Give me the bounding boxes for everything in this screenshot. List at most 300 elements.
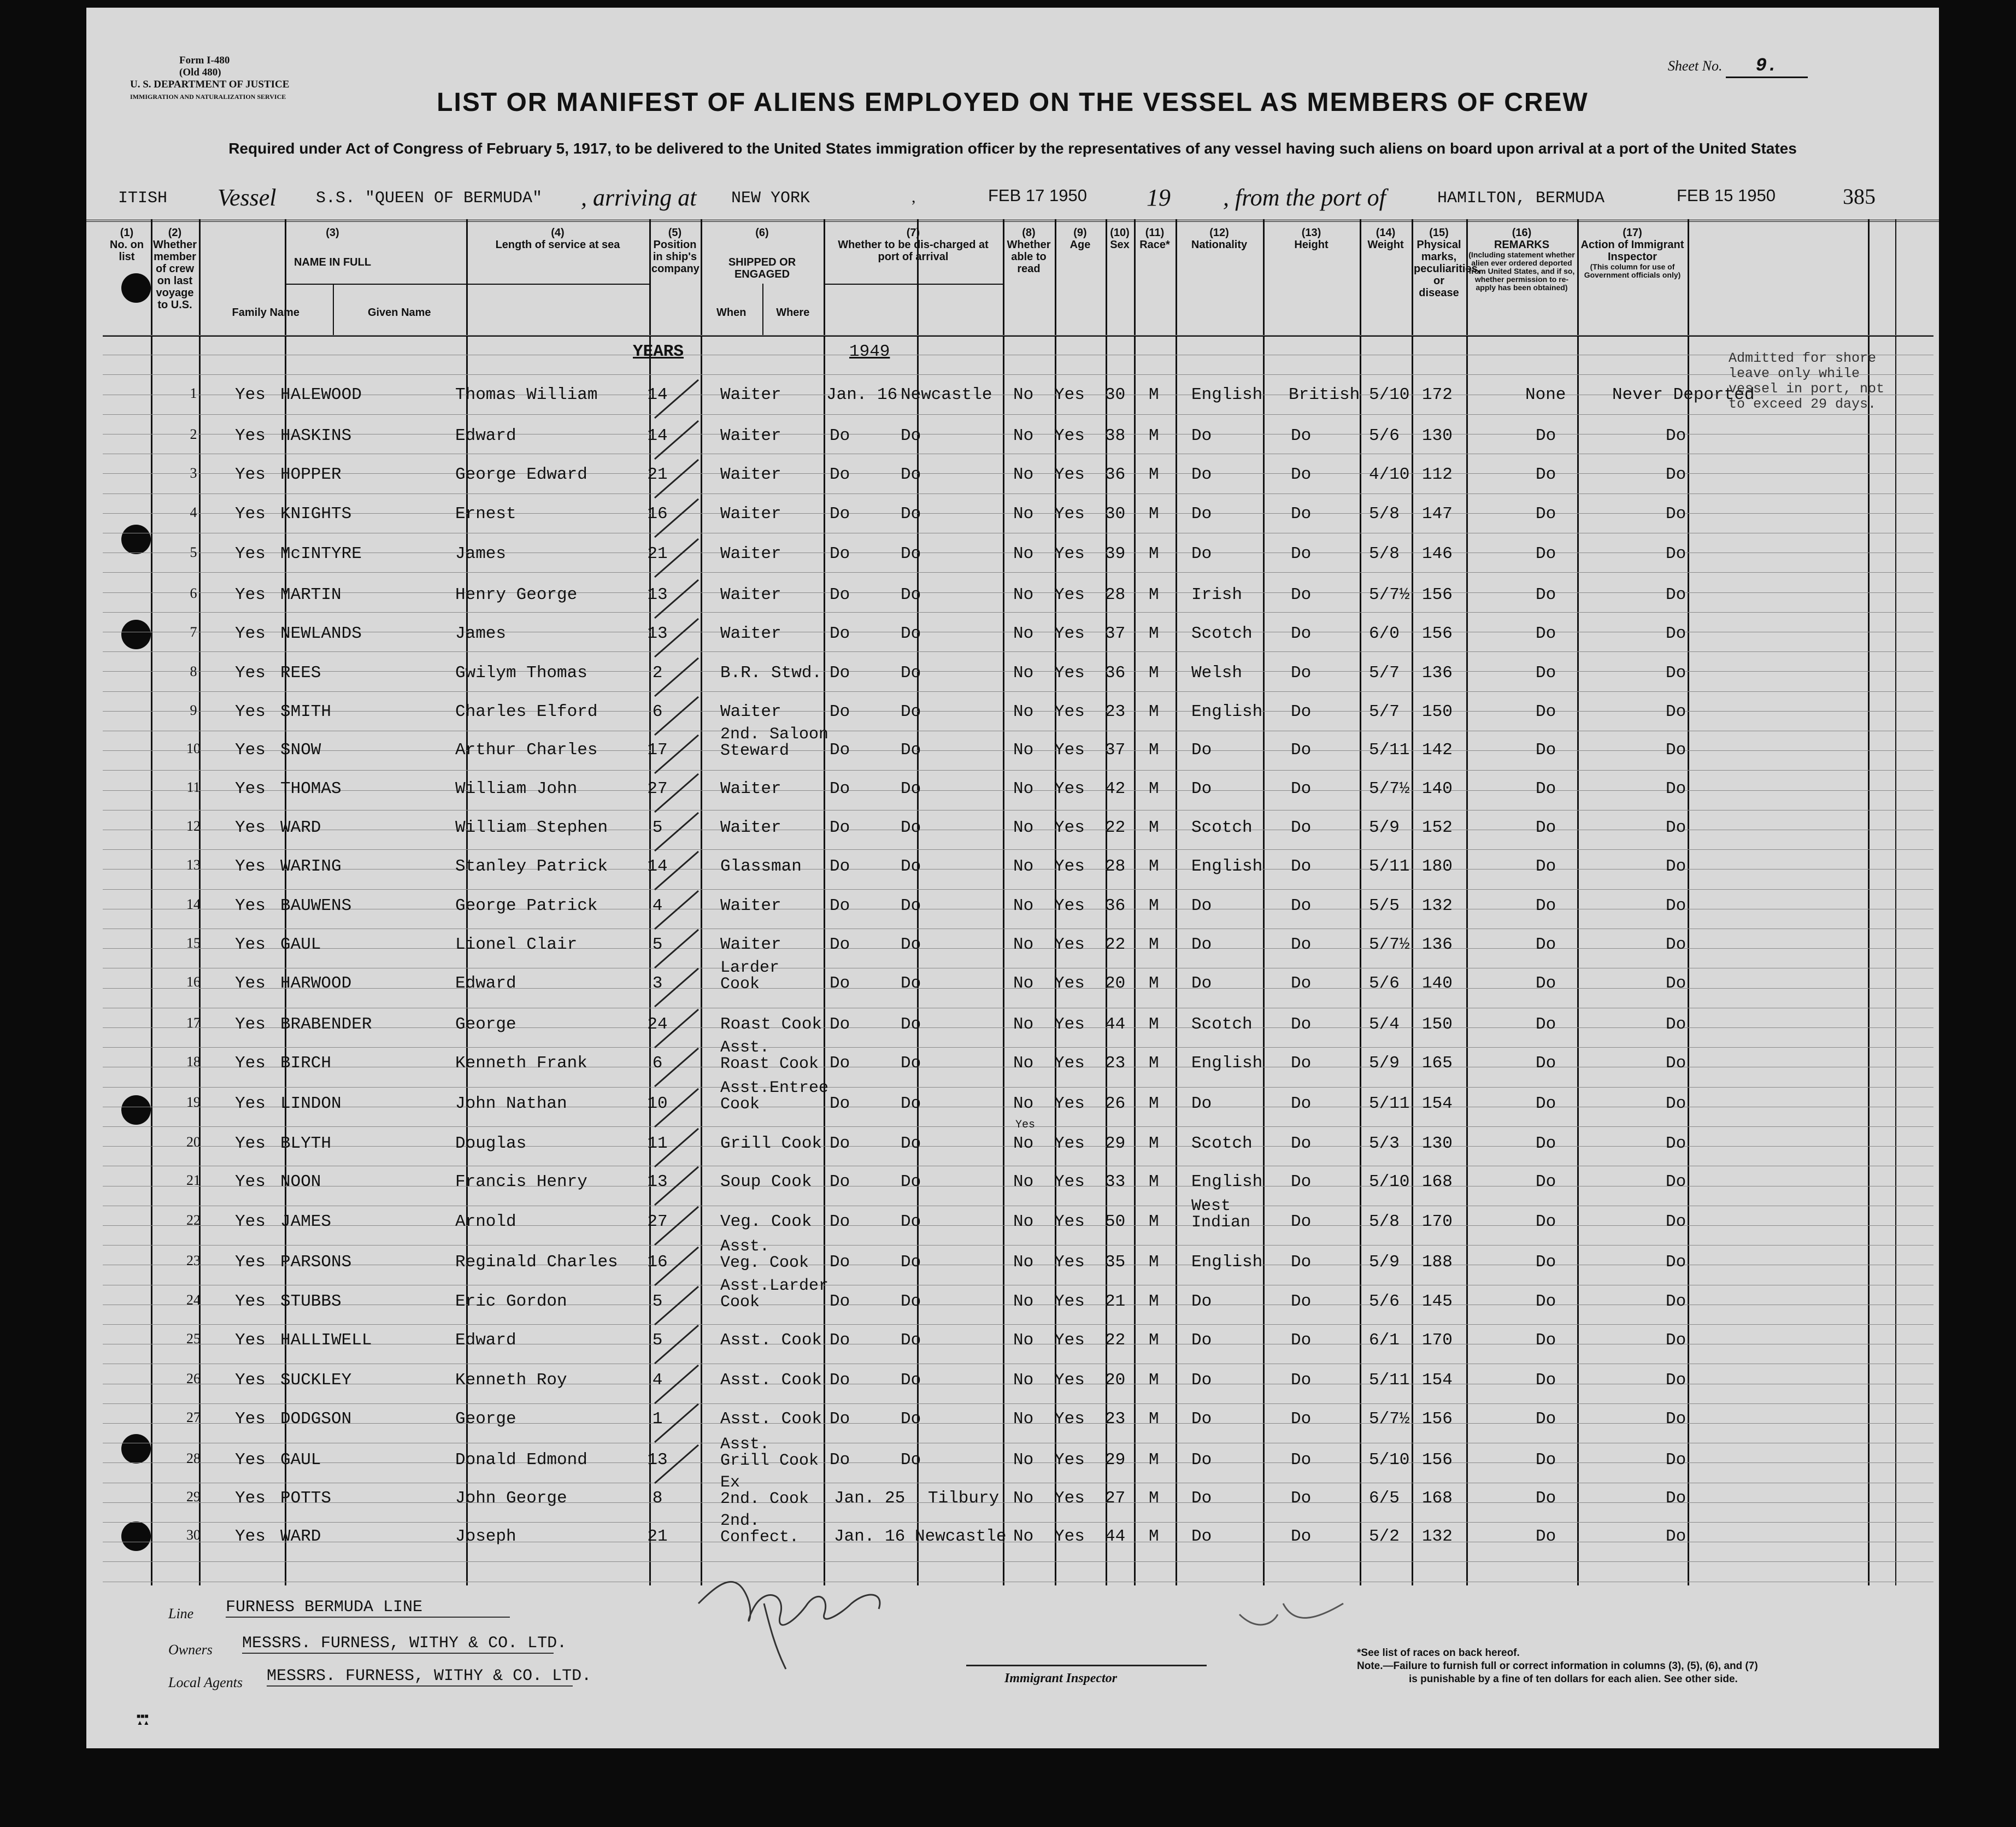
cell-race: Do [1191,1489,1212,1508]
cell-weight: 130 [1422,1134,1453,1153]
cell-position: Waiter [720,818,781,837]
cell-nationality: Do [1291,1292,1312,1311]
cell-family: NEWLANDS [280,624,362,643]
cell-weight: 112 [1422,465,1453,484]
cell-weight: 172 [1422,385,1453,404]
cell-given: James [455,544,507,563]
cell-discharged: No [1013,1489,1034,1508]
cell-read: Yes [1054,385,1085,404]
cell-sex: M [1149,1134,1159,1153]
cell-crew: Yes [235,1134,266,1153]
cell-sex: M [1149,504,1159,524]
cell-where: Do [901,1331,921,1350]
cell-height: 5/11 [1369,1371,1410,1390]
cell-race: Irish [1191,585,1243,604]
cell-when: Do [830,1015,850,1034]
cell-height: 5/8 [1369,544,1400,563]
owners-label: Owners [168,1642,213,1658]
cell-age: 50 [1105,1212,1126,1231]
tally-slash [655,1167,698,1205]
cell-age: 29 [1105,1134,1126,1153]
column-label: Position in ship's company [651,239,700,275]
cell-position: 2nd. Confect. [720,1512,800,1547]
cell-position: Asst. Roast Cook [720,1038,819,1073]
cell-when: Do [830,1094,850,1113]
cell-remarks: Do [1666,741,1686,760]
cell-age: 36 [1105,465,1126,484]
cell-nationality: Do [1291,1212,1312,1231]
cell-discharged: No [1013,1371,1034,1390]
cell-crew: Yes [235,1172,266,1191]
cell-age: 37 [1105,741,1126,760]
local-agents-label: Local Agents [168,1675,243,1690]
cell-no: 10 [186,741,201,756]
cell-nationality: Do [1291,1371,1312,1390]
cell-read: Yes [1054,1489,1085,1508]
column-label: Race* [1139,239,1170,251]
cell-read: Yes [1054,585,1085,604]
cell-read: Yes [1054,624,1085,643]
cell-marks: Do [1536,1292,1556,1311]
cell-nationality: Do [1291,426,1312,445]
cell-given: Joseph [455,1527,516,1546]
cell-where: Newcastle [915,1527,1007,1546]
cell-race: English [1191,1253,1263,1272]
cell-read: Yes [1054,1450,1085,1470]
cell-crew: Yes [235,702,266,721]
cell-discharged: No [1013,974,1034,993]
cell-read: Yes [1054,663,1085,683]
cell-years: 14 [647,857,668,876]
cell-when: Do [830,663,850,683]
cell-given: James [455,624,507,643]
owners-value: MESSRS. FURNESS, WITHY & CO. LTD. [242,1634,567,1653]
tally-slash [655,735,698,773]
tally-slash [655,421,698,459]
cell-when: Do [830,585,850,604]
cell-weight: 170 [1422,1212,1453,1231]
cell-no: 11 [186,779,201,795]
cell-years: 11 [647,1134,668,1153]
cell-position: Roast Cook [720,1015,822,1034]
cell-age: 28 [1105,585,1126,604]
cell-no: 28 [186,1450,201,1466]
line-value: FURNESS BERMUDA LINE [226,1598,510,1618]
cell-where: Do [901,896,921,915]
cell-position: Waiter [720,504,781,524]
cell-family: BAUWENS [280,896,352,915]
cell-sex: M [1149,1331,1159,1350]
cell-no: 19 [186,1094,201,1110]
department-name: U. S. DEPARTMENT OF JUSTICE [130,79,290,90]
cell-years: 6 [652,702,663,721]
cell-remarks: Do [1666,1094,1686,1113]
cell-position: Ex 2nd. Cook [720,1473,809,1508]
cell-nationality: Do [1291,935,1312,954]
cell-race: Scotch [1191,624,1253,643]
cell-discharged: No [1013,624,1034,643]
cell-nationality: Do [1291,1172,1312,1191]
cell-race: Do [1191,426,1212,445]
cell-years: 13 [647,624,668,643]
cell-marks: Do [1536,974,1556,993]
cell-when: Do [830,857,850,876]
cell-marks: Do [1536,857,1556,876]
cell-height: 5/5 [1369,896,1400,915]
column-number: (10) [1110,227,1130,239]
manifest-sheet: Form I-480 (Old 480) U. S. DEPARTMENT OF JUSTICE IMMIGRATION AND NATURALIZATION SERVICE Sheet No. 9. LIST OR MANIFEST OF ALIENS EMPLOYED ON THE VESSEL AS MEMBERS OF CREW Required under Act of Congress of February 5, 1917, to be delivered to the United States immigration officer by the representatives of any vessel having such aliens on board upon arrival at a port of the United States ITISH Vessel S.S. "QUEEN OF BERMUDA" , arriving at NEW YORK , FEB 17 1950 19 , from the port of HAMILTON, BERMUDA FEB 15 1950 385 (1) No. on list (2) Whether member of crew on last voyage to U.S. (3) NAME IN FULL Family Name Given Name (4) Length of service at sea (5) Position in ship's company (6) SHIPPED OR ENGAGED When Where (7) Whether to be dis-charged at port of arrival (8) Whether able to read (9) Age (10) Sex (11) Race* (12) Nationality (13) Height (14) Weight (15) Physical marks, peculiarities, or disease (16) REMARKS (Including statement whether alien ever ordered deported from United States, and if so, whether permission to re-apply has been obtained) (17) Action of Immigrant Inspector (This column for use of Government officials only) 1 Yes HALEWOOD Thomas William 14 Waiter Jan. 16 Newcastle No Yes 30 M English British 5/10 172 None Never Deported 2 Yes HASKINS Edward 14 Waiter Do Do No Yes 38 M Do Do 5/6 130 Do Do 3 Yes HOPPER George Edward 21 Waiter Do Do No Yes 36 M Do Do 4/10 112 Do Do 4 Yes KNIGHTS Ernest 16 Waiter Do Do No Yes 30 M Do Do 5/8 147 Do Do 5 Yes McINTYRE James 21 Waiter Do Do No Yes 39 M Do Do 5/8 146 Do Do 6 Yes MARTIN Henry George 13 Waiter Do Do No Yes 28 M Irish Do 5/7½ 156 Do Do 7 Yes NEWLANDS James 13 Waiter Do Do No Yes 37 M Scotch Do 6/0 156 Do Do 8 Yes REES Gwilym Thomas 2 B.R. Stwd. Do Do No Yes 36 M Welsh Do 5/7 136 Do Do 9 Yes SMITH Charles Elford 6 Waiter Do Do No Yes 23 M English Do 5/7 150 Do Do 10 Yes SNOW Arthur Charles 17 2nd. Saloon Steward Do Do No Yes 37 M Do Do 5/11 142 Do Do 11 Yes THOMAS William John 27 Waiter Do Do No Yes 42 M Do Do 5/7½ 140 Do Do 12 Yes WARD William Stephen 5 Waiter Do Do No Yes 22 M Scotch Do 5/9 152 Do Do 13 Yes WARING Stanley Patrick 14 Glassman Do Do No Yes 28 M English Do 5/11 180 Do Do 14 Yes BAUWENS George Patrick 4 Waiter Do Do No Yes 36 M Do Do 5/5 132 Do Do 15 Yes GAUL Lionel Clair 5 Waiter Do Do No Yes 22 M Do Do 5/7½ 136 Do Do 16 Yes HARWOOD Edward 3 Larder Cook Do Do No Yes 20 M Do Do 5/6 140 Do Do 17 Yes BRABENDER George 24 Roast Cook Do Do No Yes 44 M Scotch Do 5/4 150 Do Do 18 Yes BIRCH Kenneth Frank 6 Asst. Roast Cook Do Do No Yes 23 M English Do 5/9 165 Do Do 19 Yes LINDON John Nathan 10 Asst.Entree Cook Do Do No Yes 26 M Do Do 5/11 154 Do Do 20 Yes BLYTH Douglas 11 Grill Cook Do Do No Yes 29 M Scotch Do 5/3 130 Do Do Yes 21 Yes NOON Francis Henry 13 Soup Cook Do Do No Yes 33 M English Do 5/10 168 Do Do 22 Yes JAMES Arnold 27 Veg. Cook Do Do No Yes 50 M West Indian Do 5/8 170 Do Do 23 Yes PARSONS Reginald Charles 16 Asst. Veg. Cook Do Do No Yes 35 M English Do 5/9 188 Do Do 24 Yes STUBBS Eric Gordon 5 Asst.Larder Cook Do Do No Yes 21 M Do Do 5/6 145 Do Do 25 Yes HALLIWELL Edward 5 Asst. Cook Do Do No Yes 22 M Do Do 6/1 170 Do Do 26 Yes SUCKLEY Kenneth Roy 4 Asst. Cook Do Do No Yes 20 M Do Do 5/11 154 Do Do 27 Yes DODGSON George 1 Asst. Cook Do Do No Yes 23 M Do Do 5/7½ 156 Do Do 28 Yes GAUL Donald Edmond 13 Asst. Grill Cook Do Do No Yes 29 M Do Do 5/10 156 Do Do 29 Yes POTTS John George 8 Ex 2nd. Cook Jan. 25 Tilbury No Yes 27 M Do Do 6/5 168 Do Do 30 Yes WARD Joseph 21 2nd. Confect. Jan. 16 Newcastle No Yes 44 M Do Do 5/2 132 Do Do YEARS 1949 Admitted for shore leave only while vessel in port, not to exceed 29 days. Line FURNESS BERMUDA LINE Owners MESSRS. FURNESS, WITHY & CO. LTD. Local Agents MESSRS. FURNESS, WITHY & CO. LTD. Immigrant Inspector *See list of races on back hereof. Note.—Failure to furnish full or correct information in columns (3), (5), (6), and (7) is punishable by a fine of ten dollars for each alien. See other side. ■■■ ▲▲ [86,8,1939,1748]
column-number: (11) [1145,227,1165,239]
cell-given: Henry George [455,585,578,604]
cell-where: Do [901,663,921,683]
cell-family: GAUL [280,1450,321,1470]
cell-position: Asst.Entree Cook [720,1079,829,1114]
cell-sex: M [1149,426,1159,445]
cell-sex: M [1149,896,1159,915]
cell-discharged: No [1013,896,1034,915]
cell-crew: Yes [235,663,266,683]
cell-height: 6/5 [1369,1489,1400,1508]
cell-years: 16 [647,1253,668,1272]
sheet-number-value: 9. [1726,56,1808,78]
cell-crew: Yes [235,1292,266,1311]
cell-read: Yes [1054,1054,1085,1073]
cell-years: 5 [652,935,663,954]
cell-race: Do [1191,1371,1212,1390]
cell-nationality: Do [1291,818,1312,837]
cell-read: Yes [1054,857,1085,876]
column-header [1136,227,1173,251]
cell-crew: Yes [235,1450,266,1470]
cell-given: John George [455,1489,567,1508]
cell-read: Yes [1054,1371,1085,1390]
cell-position: Soup Cook [720,1172,812,1191]
cell-where: Do [901,1015,921,1034]
cell-marks: Do [1536,935,1556,954]
cell-weight: 136 [1422,663,1453,683]
cell-given: Lionel Clair [455,935,578,954]
cell-nationality: Do [1291,624,1312,643]
tally-slash [655,968,698,1007]
cell-age: 21 [1105,1292,1126,1311]
cell-years: 27 [647,1212,668,1231]
cell-age: 39 [1105,544,1126,563]
cell-marks: Do [1536,1409,1556,1429]
cell-position: Waiter [720,426,781,445]
cell-race: Do [1191,544,1212,563]
cell-where: Do [901,1292,921,1311]
cell-sex: M [1149,857,1159,876]
cell-age: 22 [1105,1331,1126,1350]
cell-years: 21 [647,1527,668,1546]
form-old-number: (Old 480) [179,67,221,78]
cell-position: Waiter [720,935,781,954]
tally-slash [655,539,698,577]
footnote-races: *See list of races on back hereof. [1357,1647,1520,1659]
cell-discharged: No [1013,1134,1034,1153]
cell-given: John Nathan [455,1094,567,1113]
cell-read: Yes [1054,1015,1085,1034]
tally-slash [655,1129,698,1167]
cell-where: Do [901,1212,921,1231]
tally-slash [655,499,698,537]
cell-given: Douglas [455,1134,527,1153]
cell-no: 7 [190,624,197,640]
cell-nationality: Do [1291,741,1312,760]
cell-no: 2 [190,426,197,442]
cell-nationality: Do [1291,779,1312,798]
cell-discharged: No [1013,1331,1034,1350]
cell-family: HOPPER [280,465,342,484]
cell-where: Do [901,1253,921,1272]
cell-marks: Do [1536,1172,1556,1191]
cell-age: 33 [1105,1172,1126,1191]
cell-crew: Yes [235,504,266,524]
cell-sex: M [1149,1489,1159,1508]
cell-crew: Yes [235,974,266,993]
cell-remarks: Do [1666,935,1686,954]
cell-age: 23 [1105,702,1126,721]
cell-nationality: Do [1291,896,1312,915]
cell-height: 5/11 [1369,857,1410,876]
cell-marks: Do [1536,818,1556,837]
cell-crew: Yes [235,857,266,876]
cell-race: Scotch [1191,818,1253,837]
cell-position: Larder Cook [720,959,780,994]
column-label: REMARKS [1494,239,1550,251]
cell-when: Do [830,741,850,760]
cell-no: 15 [186,935,201,951]
cell-where: Do [901,974,921,993]
cell-height: 5/3 [1369,1134,1400,1153]
vessel-name: S.S. "QUEEN OF BERMUDA" [316,189,543,208]
cell-when: Do [830,1371,850,1390]
cell-years: 6 [652,1054,663,1073]
cell-race: Scotch [1191,1015,1253,1034]
cell-when: Do [830,1292,850,1311]
cell-weight: 136 [1422,935,1453,954]
column-subheader: When [716,307,747,319]
column-number: (16) [1512,227,1532,239]
cell-read: Yes [1054,779,1085,798]
cell-crew: Yes [235,1409,266,1429]
cell-where: Do [901,935,921,954]
cell-position: Glassman [720,857,802,876]
cell-family: BLYTH [280,1134,332,1153]
column-label: Sex [1110,239,1130,251]
cell-given: Arthur Charles [455,741,598,760]
tally-slash [655,1404,698,1442]
tally-slash [655,380,698,418]
cell-discharged: No [1013,935,1034,954]
column-number: (8) [1022,227,1036,239]
cell-nationality: Do [1291,857,1312,876]
cell-no: 13 [186,857,201,873]
cell-age: 42 [1105,779,1126,798]
cell-discharged: No [1013,1212,1034,1231]
cell-marks: Do [1536,896,1556,915]
cell-age: 44 [1105,1527,1126,1546]
column-number: (7) [906,227,920,239]
cell-read: Yes [1054,1527,1085,1546]
cell-sex: M [1149,1054,1159,1073]
cell-race: English [1191,385,1263,404]
cell-family: SUCKLEY [280,1371,352,1390]
cell-race: Scotch [1191,1134,1253,1153]
cell-weight: 154 [1422,1371,1453,1390]
cell-where: Do [901,544,921,563]
tally-slash [655,813,698,851]
cell-age: 23 [1105,1054,1126,1073]
cell-sex: M [1149,1015,1159,1034]
cell-marks: None [1525,385,1566,404]
cell-height: 4/10 [1369,465,1410,484]
cell-position: Waiter [720,779,781,798]
cell-years: 14 [647,385,668,404]
arrival-date-stamp: FEB 17 1950 [988,186,1087,205]
cell-height: 5/2 [1369,1527,1400,1546]
cell-no: 17 [186,1015,201,1031]
departure-port: HAMILTON, BERMUDA [1437,189,1605,208]
cell-position: Waiter [720,585,781,604]
column-label: Age [1069,239,1091,251]
cell-where: Do [901,818,921,837]
cell-height: 5/11 [1369,741,1410,760]
cell-marks: Do [1536,1450,1556,1470]
column-number: (9) [1073,227,1087,239]
cell-marks: Do [1536,702,1556,721]
cell-given: Donald Edmond [455,1450,587,1470]
cell-weight: 156 [1422,624,1453,643]
cell-read: Yes [1054,504,1085,524]
cell-remarks: Do [1666,1134,1686,1153]
cell-race: Do [1191,935,1212,954]
column-header [1265,227,1357,251]
cell-family: GAUL [280,935,321,954]
cell-sex: M [1149,935,1159,954]
cell-marks: Do [1536,1212,1556,1231]
admitted-note: Admitted for shore leave only while vessel in port, not to exceed 29 days. [1729,350,1885,412]
cell-marks: Do [1536,1527,1556,1546]
cell-when: Do [830,1212,850,1231]
footnote-penalty: Note.—Failure to furnish full or correct information in columns (3), (5), (6), and (7) [1357,1660,1758,1672]
cell-weight: 165 [1422,1054,1453,1073]
column-header [1178,227,1261,251]
cell-given: William Stephen [455,818,608,837]
cell-marks: Do [1536,1331,1556,1350]
cell-weight: 146 [1422,544,1453,563]
cell-marks: Do [1536,779,1556,798]
cell-marks: Do [1536,465,1556,484]
cell-read: Yes [1054,1253,1085,1272]
cell-race: English [1191,1054,1263,1073]
cell-marks: Do [1536,544,1556,563]
cell-age: 36 [1105,896,1126,915]
cell-marks: Do [1536,663,1556,683]
cell-discharged: No [1013,426,1034,445]
column-header [1108,227,1132,251]
tally-marks [644,363,709,1565]
cell-given: George [455,1015,516,1034]
cell-no: 21 [186,1172,201,1188]
tally-slash [655,1286,698,1325]
cell-crew: Yes [235,1212,266,1231]
cell-height: 5/10 [1369,1172,1410,1191]
cell-family: WARD [280,818,321,837]
year-1949: 1949 [849,342,890,361]
cell-read: Yes [1054,896,1085,915]
cell-given: George Patrick [455,896,598,915]
cell-remarks: Do [1666,1172,1686,1191]
cell-nationality: Do [1291,1134,1312,1153]
cell-discharged: No [1013,1094,1034,1113]
cell-no: 8 [190,663,197,679]
cell-weight: 132 [1422,1527,1453,1546]
cell-given: George [455,1409,516,1429]
cell-no: 22 [186,1212,201,1228]
cell-crew: Yes [235,624,266,643]
cell-nationality: Do [1291,465,1312,484]
cell-crew: Yes [235,1527,266,1546]
cell-sex: M [1149,544,1159,563]
cell-race: Do [1191,1331,1212,1350]
cell-position: Waiter [720,544,781,563]
cell-read: Yes [1054,1292,1085,1311]
vessel-label: Vessel [218,184,277,211]
cell-read: Yes [1054,1172,1085,1191]
cell-weight: 168 [1422,1489,1453,1508]
column-number: (1) [120,227,134,239]
page-subtitle: Required under Act of Congress of February 5, 1917, to be delivered to the United States immigration officer by the representatives of any vessel having such aliens on board upon arrival at a port of the United States [228,140,1797,157]
cell-marks: Do [1536,1489,1556,1508]
cell-years: 1 [652,1409,663,1429]
column-label: SHIPPED OR ENGAGED [728,256,796,280]
cell-when: Do [830,504,850,524]
column-header [153,227,197,311]
cell-crew: Yes [235,1371,266,1390]
cell-years: 4 [652,896,663,915]
cell-family: McINTYRE [280,544,362,563]
cell-position: Waiter [720,465,781,484]
cell-family: BIRCH [280,1054,332,1073]
cell-years: 13 [647,585,668,604]
cell-position: Asst. Cook [720,1409,822,1429]
tally-slash [655,1048,698,1086]
cell-race: Welsh [1191,663,1243,683]
cell-height: 5/6 [1369,974,1400,993]
cell-crew: Yes [235,544,266,563]
cell-no: 16 [186,974,201,990]
cell-family: SNOW [280,741,321,760]
cell-no: 25 [186,1331,201,1347]
cell-given: Francis Henry [455,1172,587,1191]
cell-position: Waiter [720,385,781,404]
cell-years: 24 [647,1015,668,1034]
cell-weight: 168 [1422,1172,1453,1191]
cell-race: Do [1191,1409,1212,1429]
cell-nationality: Do [1291,1054,1312,1073]
cell-age: 20 [1105,1371,1126,1390]
cell-remarks: Do [1666,544,1686,563]
arriving-label: , arriving at [581,184,697,211]
cell-read: Yes [1054,974,1085,993]
cell-crew: Yes [235,741,266,760]
cell-sex: M [1149,1527,1159,1546]
column-label: NAME IN FULL [293,256,372,268]
cell-read: Yes [1054,1331,1085,1350]
cell-race: Do [1191,1450,1212,1470]
cell-race: Do [1191,504,1212,524]
